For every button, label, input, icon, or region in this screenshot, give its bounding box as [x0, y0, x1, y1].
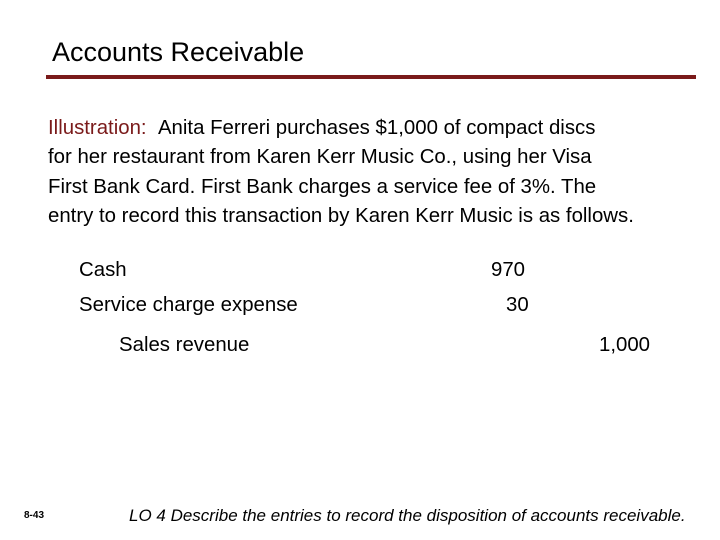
entry-credit-sales-revenue: 1,000 [599, 334, 651, 356]
entry-debit-cash: 970 [491, 259, 526, 281]
illustration-text-1: Anita Ferreri purchases $1,000 of compact discs [157, 117, 596, 139]
illustration-line-3: First Bank Card. First Bank charges a service fee of 3%. The [48, 175, 597, 198]
illustration-line-4: entry to record this transaction by Karen Kerr Music is as follows. [48, 204, 634, 227]
illustration-paragraph [48, 114, 688, 231]
illustration-line-1 [48, 114, 688, 143]
page-number: 8-43 [24, 510, 45, 521]
slide-title: Accounts Receivable [52, 37, 305, 67]
illustration-label: Illustration: [48, 117, 147, 139]
illustration-line-2: for her restaurant from Karen Kerr Music Co., using her Visa [48, 146, 592, 169]
entry-account-service-charge: Service charge expense [79, 294, 298, 316]
entry-account-cash: Cash [79, 259, 127, 281]
title-divider [46, 75, 696, 79]
entry-debit-service-charge: 30 [506, 294, 529, 316]
learning-objective: LO 4 Describe the entries to record the disposition of accounts receivable. [129, 506, 686, 525]
entry-account-sales-revenue: Sales revenue [119, 334, 250, 356]
